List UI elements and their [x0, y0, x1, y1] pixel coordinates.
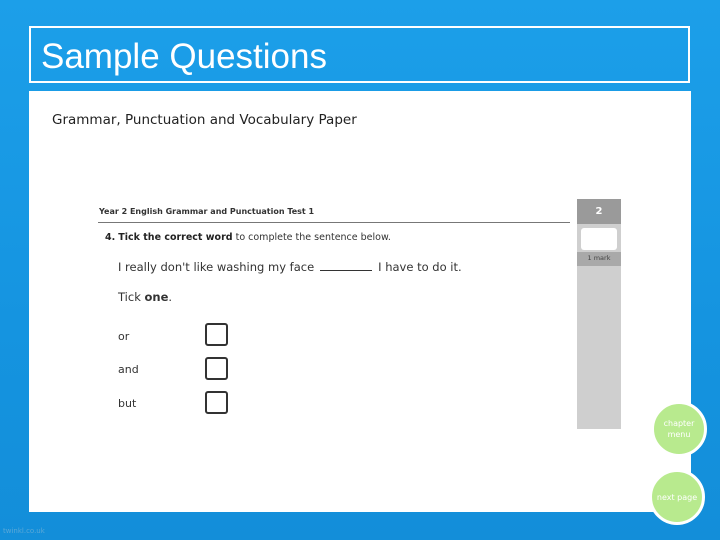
tick-instruction [118, 290, 172, 304]
instruction-rest: to complete the sentence below. [235, 232, 391, 243]
option-label-or: or [118, 330, 130, 343]
option-label-and: and [118, 363, 139, 376]
tick-bold: one [144, 290, 169, 304]
content-panel [29, 91, 691, 512]
next-page-button[interactable] [649, 469, 705, 525]
chapter-menu-button[interactable] [651, 401, 707, 457]
paper-subtitle: Grammar, Punctuation and Vocabulary Paper [52, 112, 357, 128]
question-number: 4. [105, 232, 116, 243]
sentence-start: I really don't like washing my face [118, 260, 315, 274]
slide-title: Sample Questions [41, 37, 327, 76]
option-label-but: but [118, 397, 137, 410]
header-divider [98, 222, 570, 223]
next-page-label: next page [656, 492, 698, 502]
title-frame [29, 26, 690, 83]
marks-column [577, 199, 621, 429]
test-header: Year 2 English Grammar and Punctuation Test 1 [99, 207, 315, 216]
instruction-bold: Tick the correct word [118, 232, 233, 243]
tick-prefix: Tick [118, 290, 141, 304]
chapter-menu-label: chapter menu [663, 419, 695, 439]
tick-box-or[interactable] [205, 323, 228, 346]
footer-credit: twinkl.co.uk [3, 527, 45, 535]
question-instruction [105, 232, 391, 243]
tick-suffix: . [168, 290, 173, 304]
answer-blank [320, 270, 372, 271]
question-sentence [118, 260, 462, 274]
mark-entry-box [581, 228, 617, 250]
mark-label: 1 mark [587, 254, 611, 262]
sentence-end: I have to do it. [378, 260, 462, 274]
tick-box-but[interactable] [205, 391, 228, 414]
question-number-box: 2 [577, 199, 621, 224]
tick-box-and[interactable] [205, 357, 228, 380]
